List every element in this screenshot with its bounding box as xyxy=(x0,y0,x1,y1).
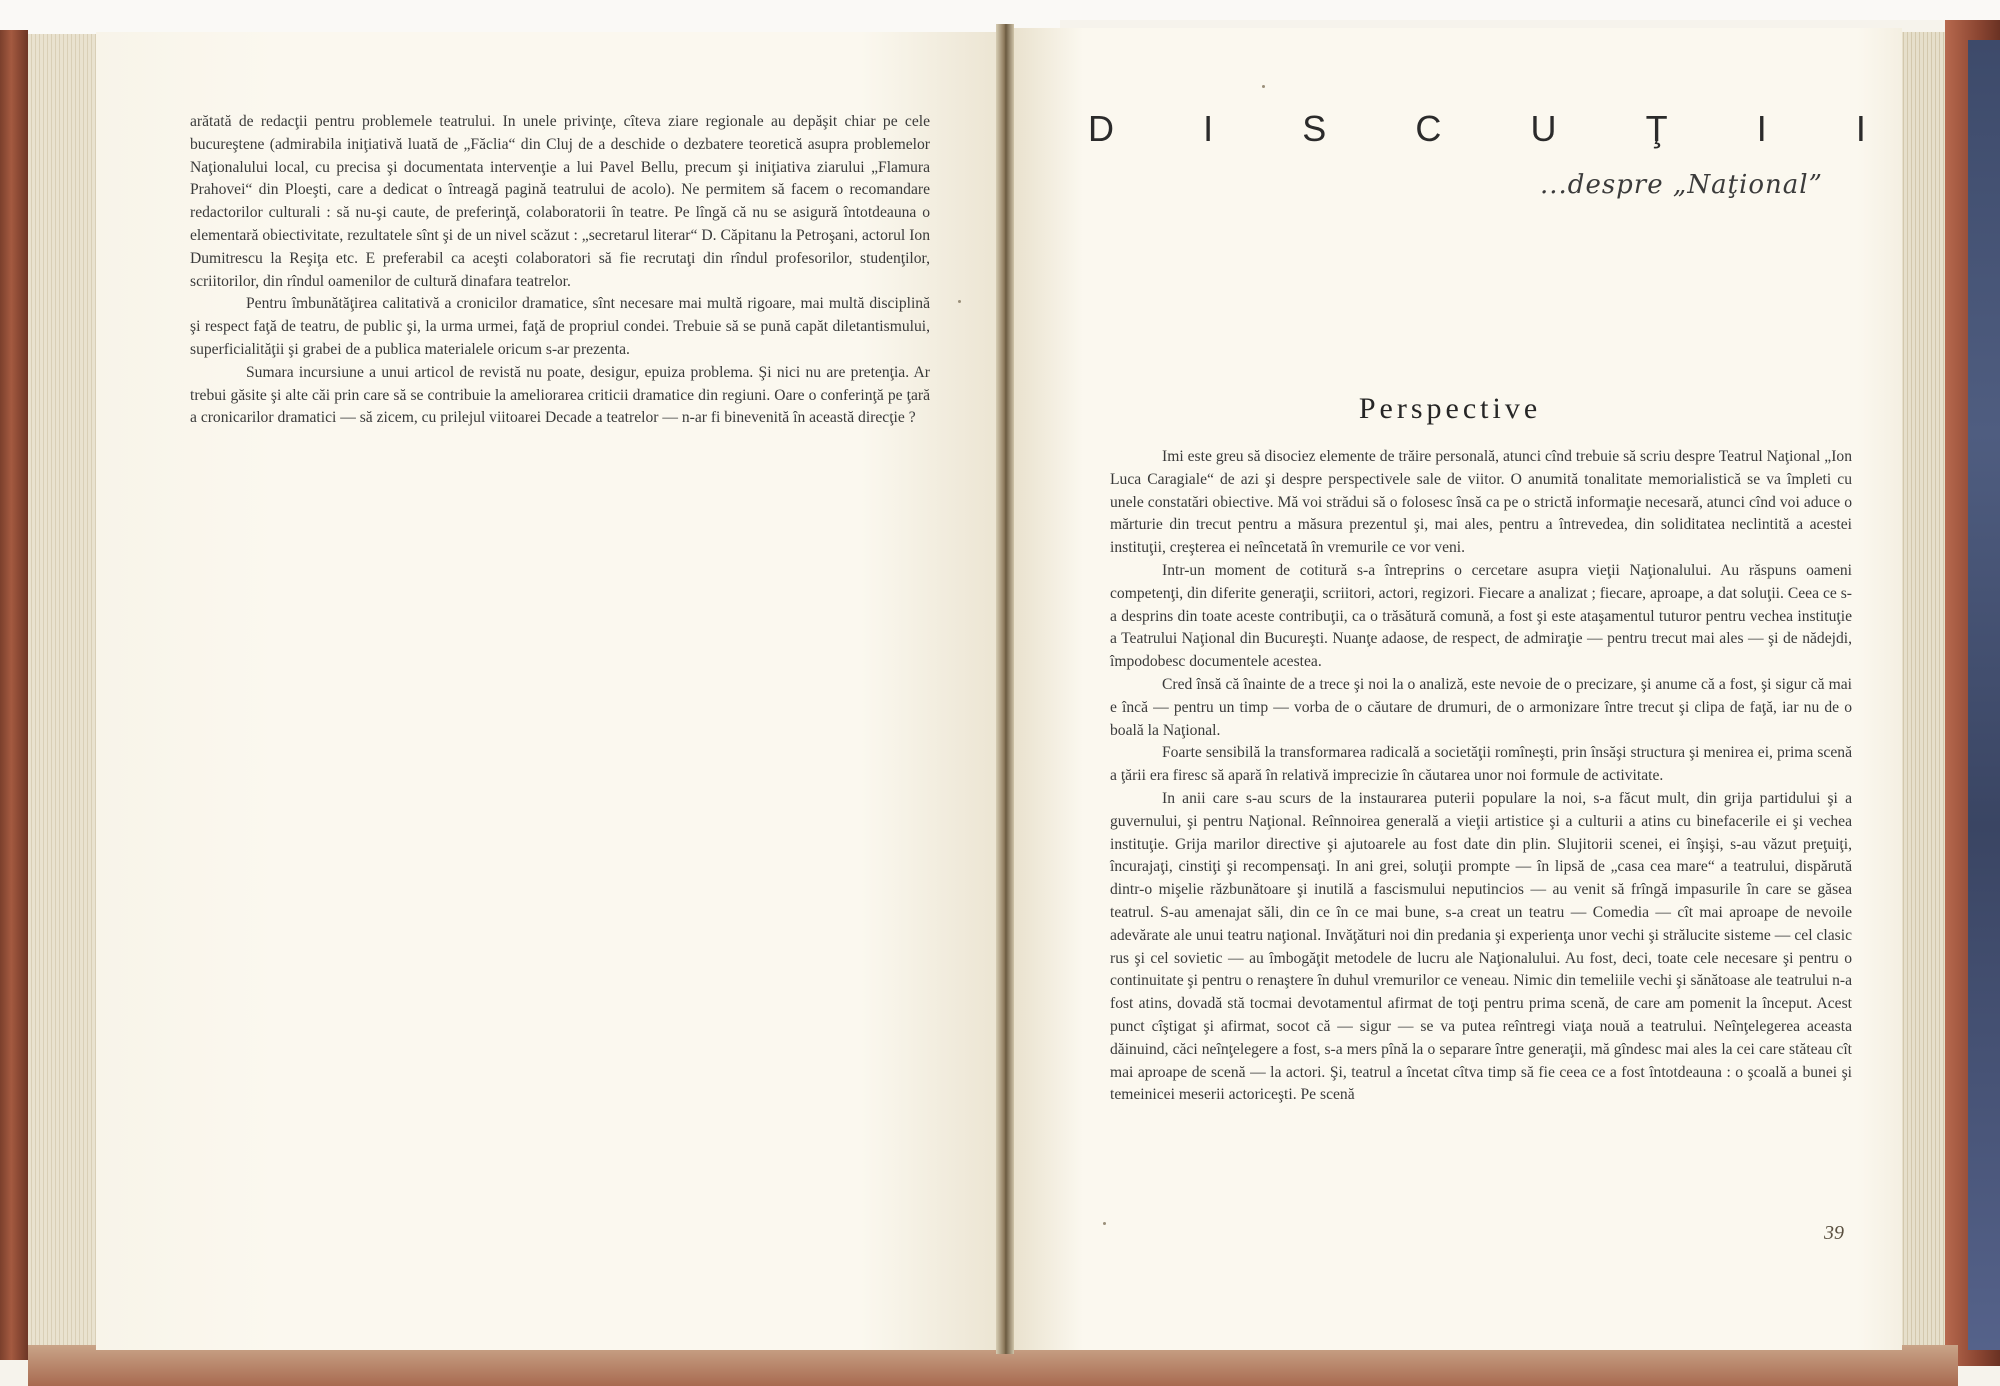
left-paragraph: Sumara incursiune a unui articol de revistă nu poate, desigur, epuiza problema. Şi nici nu are pretenţia. Ar trebui găsite şi alte căi prin care să se contribuie la ameliorarea criticii dramatice din regiuni. Oare o conferinţă pe ţară a cronicarilor dramatici — să zicem, cu prilejul viitoarei Decade a teatrelor — n-ar fi binevenită în această direcţie ? xyxy=(190,363,930,427)
right-paragraph: Intr-un moment de cotitură s-a întreprins o cercetare asupra vieţii Naţionalului. Au răspuns oameni competenţi, din diferite generaţii, scriitori, actori, regizori. Fiecare a analizat ; fiecare, aproape, a dat soluţii. Ceea ce s-a desprins din toate aceste contribuţii, ca o trăsătură comună, a fost şi este ataşamentul tuturor pentru vechea instituţie a Teatrului Naţional din Bucureşti. Nuanţe adaose, de respect, de admiraţie — pentru trecut mai ales — şi de nădejdi, împodobesc documentele acestea. xyxy=(1110,561,1852,671)
left-paragraph: arătată de redacţii pentru problemele teatrului. In unele privinţe, cîteva ziare regionale au depăşit chiar pe cele bucureştene (admirabila iniţiativă luată de „Făclia“ din Cluj de a deschide o dezbatere teoretică asupra problemelor Naţionalului local, cu precisa şi documentata intervenţie a lui Pavel Bellu, precum şi iniţiativa ziarului „Flamura Prahovei“ din Ploeşti, care a dedicat o întreagă pagină teatrului de acolo). Ne permitem să facem o recomandare redactorilor culturali : să nu-şi caute, de preferinţă, colaboratorii în teatre. Pe lîngă că nu se asigură întotdeauna o elementară obiectivitate, rezultatele sînt şi de un nivel scăzut : „secretarul literar“ D. Căpitanu la Petroşani, actorul Ion Dumitrescu la Reşiţa etc. E preferabil ca aceşti colaboratori să fie recrutaţi din rîndul profesorilor, studenţilor, scriitorilor, din rîndul oamenilor de cultură dinafara teatrelor. xyxy=(190,113,930,290)
section-heading-letter: Ţ xyxy=(1645,108,1670,149)
section-heading-letter: D xyxy=(1088,108,1116,149)
right-paragraph: Cred însă că înainte de a trece şi noi la o analiză, este nevoie de o precizare, şi anume că a fost, şi sigur că mai e încă — pentru un timp — vorba de o căutare de drumuri, de o armonizare între trecut şi clipa de faţă, iar nu de o boală la Naţional. xyxy=(1110,675,1852,739)
article-title: Perspective xyxy=(1358,392,1542,425)
section-heading xyxy=(1088,108,1868,150)
paper-speck xyxy=(1262,85,1265,88)
book-gutter xyxy=(996,24,1014,1354)
section-subheading: ...despre „Naţional” xyxy=(1540,170,1823,200)
left-paragraph: Pentru îmbunătăţirea calitativă a cronicilor dramatice, sînt necesare mai multă rigoare, mai multă disciplină şi respect faţă de teatru, de public şi, la urma urmei, faţă de propriul condei. Trebuie să se pună capăt diletantismului, superficialităţii şi grabei de a publica materialele oricum s-ar prezenta. xyxy=(190,295,930,358)
right-paragraph: Foarte sensibilă la transformarea radicală a societăţii romîneşti, prin însăşi structura şi menirea ei, prima scenă a ţării era firesc să apară în relativă imprecizie în căutarea unor noi formule de activitate. xyxy=(1110,744,1852,785)
paper-speck xyxy=(1103,1222,1106,1225)
book-cover-bottom xyxy=(28,1345,1958,1386)
right-paragraph: Imi este greu să disociez elemente de trăire personală, atunci cînd trebuie să scriu despre Teatrul Naţional „Ion Luca Caragiale“ de azi şi despre perspectivele sale de viitor. O anumită tonalitate memorialistică se va împleti cu unele constatări obiective. Mă voi strădui să o folosesc însă ca pe o strictă informaţie necesară, atunci cînd voi aduce o mărturie din trecut pentru a măsura prezentul şi, mai ales, pentru a întrevedea, din soliditatea neclintită a acestei instituţii, creşterea ei neîncetată în vremurile ce vor veni. xyxy=(1110,448,1852,557)
book-cover-left xyxy=(0,30,28,1360)
scan-border-top xyxy=(0,0,1060,34)
left-page-body xyxy=(190,111,930,430)
section-heading-letter: I xyxy=(1203,108,1216,149)
section-heading-letter: S xyxy=(1302,108,1329,149)
section-heading-letter: C xyxy=(1415,108,1444,149)
page-number: 39 xyxy=(1824,1222,1844,1244)
section-heading-letter: I xyxy=(1756,108,1769,149)
paper-speck xyxy=(958,300,961,303)
scan-border-top-right xyxy=(1060,0,2000,20)
right-paragraph: In anii care s-au scurs de la instaurarea puterii populare la noi, s-a făcut mult, din grija partidului şi a guvernului, şi pentru Naţional. Reînnoirea generală a vieţii artistice şi a culturii a atins cu binefacerile ei şi vechea instituţie. Grija marilor directive şi ajutoarele au fost date din plin. Slujitorii scenei, ei înşişi, s-au văzut preţuiţi, încurajaţi, cinstiţi şi recompensaţi. In ani grei, soluţii prompte — în lipsă de „casa cea mare“ a teatrului, dispărută dintr-o mişelie răzbunătoare şi inutilă a fascismului neputincios — au venit să frîngă impasurile în care se găsea teatrul. S-au amenajat săli, din ce în ce mai bune, s-a creat un teatru — Comedia — cît mai aproape de nevoile adevărate ale unui teatru naţional. Invăţături noi din predania şi experienţa unor vechi şi strălucite sisteme — cel clasic rus şi cel sovietic — au îmbogăţit metodele de lucru ale Naţionalului. Au fost, deci, toate cele necesare şi pentru o continuitate şi pentru o renaştere în duhul vremurilor ce veneau. Nimic din temeliile vechi şi sănătoase ale teatrului n-a fost atins, dovadă stă tocmai devotamentul afirmat de toţi pentru prima scenă, de care am pomenit la început. Acest punct cîştigat şi afirmat, socot că — sigur — se va putea reîntregi viaţa nouă a teatrului. Neînţelegerea aceasta dăinuind, căci neînţelegere a fost, s-a mers pînă la o separare între generaţii, mă gîndesc mai ales la cei care stăteau cît mai aproape de scenă — la actori. Şi, teatrul a încetat cîtva timp să fie ceea ce a fost întotdeauna : o şcoală a bunei şi temeinicei meserii actoriceşti. Pe scenă xyxy=(1110,789,1852,1104)
marbled-board-right xyxy=(1968,40,2000,1350)
page-edges-left xyxy=(28,34,100,1354)
section-heading-letter: U xyxy=(1530,108,1559,149)
page-edges-right xyxy=(1900,32,1948,1352)
section-heading-letter: I xyxy=(1855,108,1868,149)
right-page-body xyxy=(1110,446,1852,1107)
